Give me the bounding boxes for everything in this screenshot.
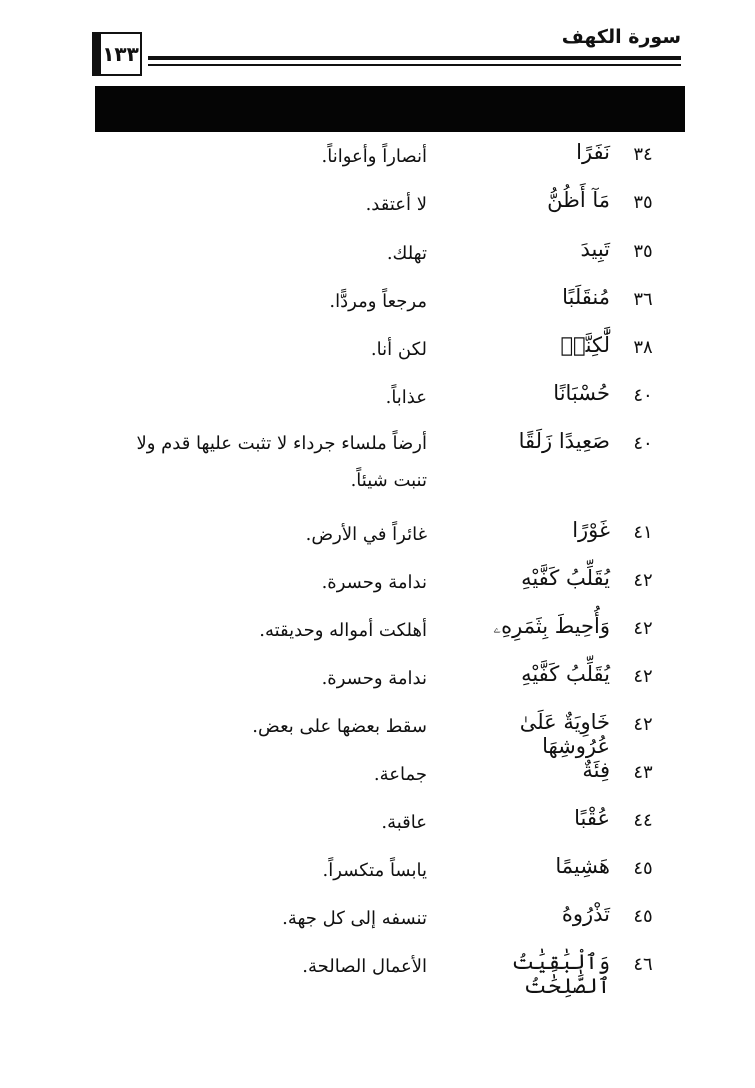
list-item — [0, 182, 755, 231]
verse-number: ٣٥ — [633, 241, 653, 262]
list-item — [0, 279, 755, 327]
quran-word: يُقَلِّبُ كَفَّيْهِ — [521, 566, 610, 590]
quran-word: وَأُحِيطَ بِثَمَرِهِۦ — [493, 614, 610, 638]
quran-word: يُقَلِّبُ كَفَّيْهِ — [521, 662, 610, 686]
quran-word: مُنقَلَبًا — [562, 285, 610, 309]
word-meaning: عاقبة. — [381, 812, 427, 833]
quran-word: فِئَةٌ — [582, 758, 610, 782]
quran-word: هَشِيمًا — [555, 854, 610, 878]
word-meaning: غائراً في الأرض. — [305, 524, 427, 545]
quran-word: صَعِيدًا زَلَقًا — [518, 429, 610, 453]
word-meaning: مرجعاً ومردًّا. — [329, 291, 427, 312]
quran-word: عُقْبًا — [574, 806, 610, 830]
list-item — [0, 896, 755, 944]
list-item — [0, 423, 755, 512]
word-meaning: تهلك. — [386, 243, 427, 264]
verse-number: ٣٦ — [633, 289, 653, 310]
quran-word: وَٱلْبَٰقِيَٰتُ ٱلصَّٰلِحَٰتُ — [511, 950, 610, 998]
header-band — [95, 86, 685, 132]
verse-number: ٤٢ — [633, 570, 653, 591]
page-number-box — [92, 32, 142, 76]
word-meaning: سقط بعضها على بعض. — [252, 716, 427, 737]
verse-number: ٤٦ — [633, 954, 653, 975]
verse-number: ٣٤ — [633, 144, 653, 165]
header-rule-thick — [148, 56, 681, 60]
quran-word: لَّٰكِنَّا۠ — [560, 333, 610, 357]
list-item — [0, 752, 755, 800]
list-item — [0, 944, 755, 998]
word-meaning: الأعمال الصالحة. — [302, 956, 427, 977]
verse-number: ٤٢ — [633, 618, 653, 639]
word-meaning: ندامة وحسرة. — [321, 668, 427, 689]
word-meaning: أنصاراً وأعواناً. — [321, 146, 427, 167]
quran-word: مَآ أَظُنُّ — [547, 188, 610, 212]
word-meaning: ندامة وحسرة. — [321, 572, 427, 593]
list-item — [0, 608, 755, 656]
word-meaning: لا أعتقد. — [365, 194, 427, 215]
verse-number: ٤٢ — [633, 666, 653, 687]
verse-number: ٤٠ — [633, 433, 653, 454]
verse-number: ٣٨ — [633, 337, 653, 358]
verse-number: ٣٥ — [633, 192, 653, 213]
word-meaning: جماعة. — [373, 764, 427, 785]
list-item — [0, 848, 755, 896]
list-item — [0, 375, 755, 423]
list-item — [0, 327, 755, 375]
verse-number: ٤٠ — [633, 385, 653, 406]
verse-number: ٤٥ — [633, 906, 653, 927]
quran-word: تَبِيدَ — [580, 237, 610, 261]
verse-number: ٤٥ — [633, 858, 653, 879]
quran-word: غَوْرًا — [572, 518, 610, 542]
word-meaning: أهلكت أمواله وحديقته. — [259, 620, 427, 641]
list-item — [0, 656, 755, 704]
surah-title: سورة الكهف — [561, 26, 681, 48]
page-number: ١٣٣ — [102, 42, 139, 66]
word-meaning: تنسفه إلى كل جهة. — [282, 908, 427, 929]
word-meaning: لكن أنا. — [370, 339, 427, 360]
list-item — [0, 231, 755, 279]
verse-number: ٤٢ — [633, 714, 653, 735]
verse-number: ٤١ — [633, 522, 653, 543]
quran-word: نَفَرًا — [576, 140, 610, 164]
word-meaning: عذاباً. — [385, 387, 427, 408]
word-meaning: يابساً متكسراً. — [322, 860, 427, 881]
word-meaning: أرضاً ملساء جرداء لا تثبت عليها قدم ولا تنبت شيئاً. — [136, 433, 427, 491]
quran-word: تَذْرُوهُ — [561, 902, 610, 926]
verse-number: ٤٣ — [633, 762, 653, 783]
list-item — [0, 512, 755, 560]
quran-word: خَاوِيَةٌ عَلَىٰ عُرُوشِهَا — [519, 710, 610, 758]
list-item — [0, 134, 755, 182]
vocabulary-list — [0, 134, 755, 998]
verse-number: ٤٤ — [633, 810, 653, 831]
list-item — [0, 800, 755, 848]
list-item — [0, 560, 755, 608]
list-item — [0, 704, 755, 758]
quran-word: حُسْبَانًا — [553, 381, 610, 405]
header-rule-thin — [148, 64, 681, 66]
